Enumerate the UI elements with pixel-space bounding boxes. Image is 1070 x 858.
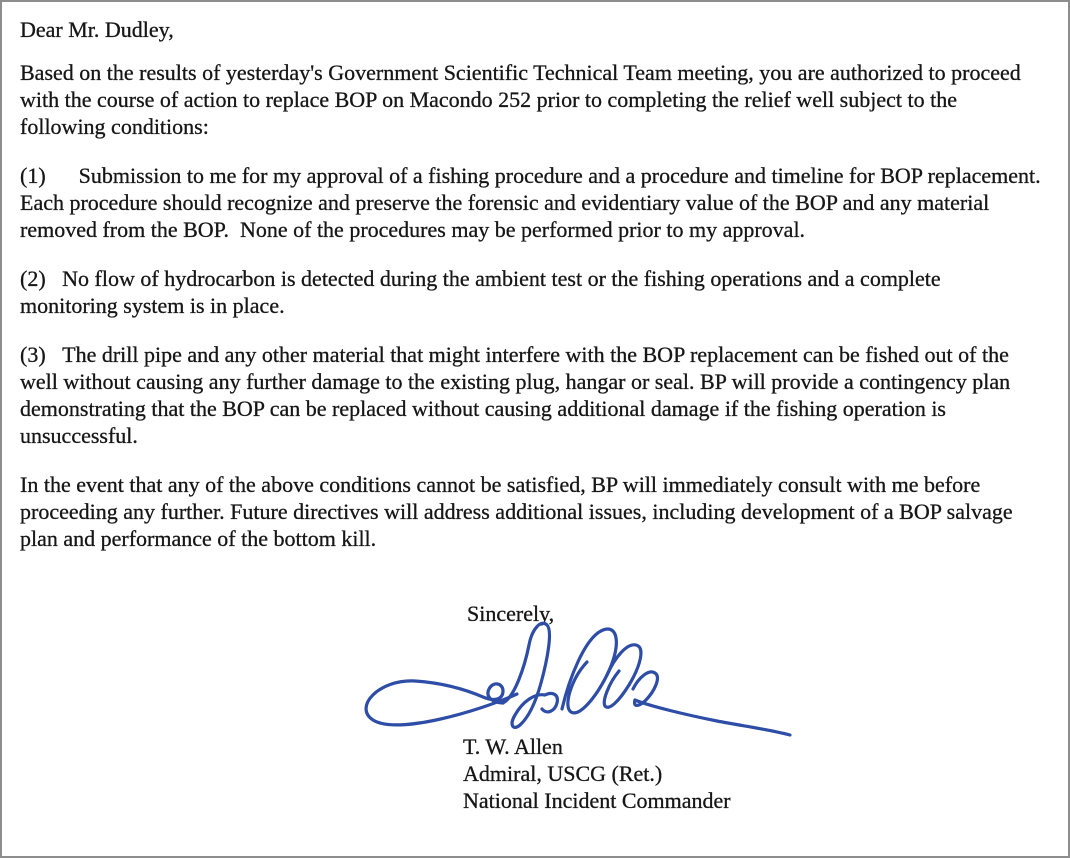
signer-organization: National Incident Commander [463,788,731,813]
body-paragraph-condition-2: (2) No flow of hydrocarbon is detected during the ambient test or the fishing operations and a complete monitoring system is in place. [20,266,941,318]
body-paragraph-condition-3: (3) The drill pipe and any other material that might interfere with the BOP replacement can be fished out of the well without causing any further damage to the existing plug, hangar or seal. BP will provide a contingency plan demonstrating that the BOP can be replaced without causing additional damage if the fishing operation is unsuccessful. [20,342,1011,448]
salutation-text: Dear Mr. Dudley, [20,17,174,42]
signer-name: T. W. Allen [463,734,563,759]
body-paragraph: Based on the results of yesterday's Government Scientific Technical Team meeting, you are authorized to proceed with the course of action to replace BOP on Macondo 252 prior to completing the relief well subject to the following conditions: [20,60,1021,139]
body-paragraph-condition-1: (1) Submission to me for my approval of a fishing procedure and a procedure and timeline for BOP replacement. Each procedure should recognize and preserve the forensic and evidentiary value of the BOP and any material removed from the BOP. None of the procedures may be performed prior to my approval. [20,163,1041,242]
salutation [20,16,1042,43]
signature-icon [357,617,1042,735]
signature-block [20,600,1042,814]
signer-title: Admiral, USCG (Ret.) [463,761,663,786]
letter-body [2,2,1068,814]
closing-salutation: Sincerely, [467,601,555,626]
body-paragraph-closing-statement: In the event that any of the above conditions cannot be satisfied, BP will immediately consult with me before proceeding any further. Future directives will address additional issues, including development of a BOP salvage plan and performance of the bottom kill. [20,472,1013,551]
